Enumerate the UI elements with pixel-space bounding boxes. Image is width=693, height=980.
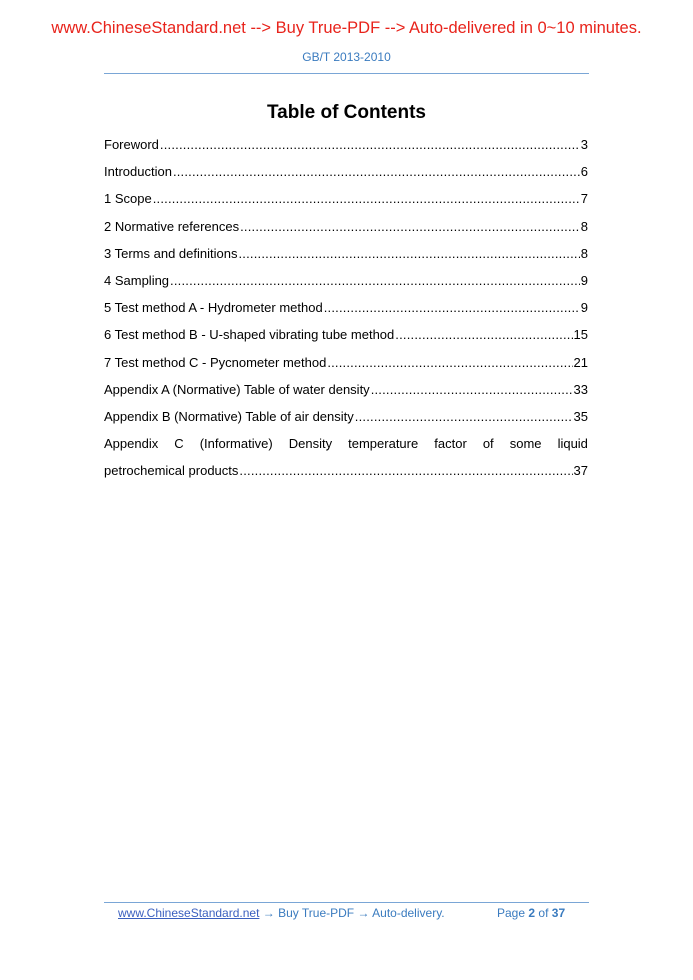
- toc-entry-page: 15: [573, 327, 588, 343]
- dot-leader: [355, 407, 573, 427]
- dot-leader: [170, 271, 580, 291]
- toc-entry-word: Density: [288, 436, 333, 452]
- toc-entry-label: petrochemical products: [104, 463, 239, 479]
- toc-entry-terms-and-definitions[interactable]: [104, 244, 588, 271]
- dot-leader: [327, 353, 572, 373]
- page-label: Page: [497, 906, 526, 920]
- document-code: GB/T 2013-2010: [302, 50, 391, 64]
- toc-entry-page: 6: [580, 164, 588, 180]
- toc-entry-label: Appendix A (Normative) Table of water density: [104, 381, 370, 397]
- toc-entry-label: 5 Test method A - Hydrometer method: [104, 300, 323, 316]
- toc-entry-test-method-a[interactable]: [104, 298, 588, 325]
- footer-divider: [104, 902, 589, 903]
- footer-auto-text: Auto-delivery.: [372, 906, 445, 920]
- toc-entry-word: (Informative): [199, 436, 273, 452]
- header-divider: [104, 73, 589, 74]
- page-footer: [118, 906, 580, 920]
- toc-entry-appendix-c-line2[interactable]: [104, 461, 588, 488]
- toc-entry-foreword[interactable]: [104, 135, 588, 162]
- toc-entry-label: 6 Test method B - U-shaped vibrating tube method: [104, 327, 395, 343]
- toc-entry-page: 7: [580, 191, 588, 207]
- arrow-right-icon: →: [357, 906, 370, 920]
- arrow-right-icon: →: [262, 906, 275, 920]
- dot-leader: [239, 461, 572, 481]
- dot-leader: [153, 189, 580, 209]
- toc-entry-label: 4 Sampling: [104, 272, 170, 288]
- dot-leader: [173, 162, 580, 182]
- page-of: of: [538, 906, 549, 920]
- dot-leader: [324, 298, 580, 318]
- dot-leader: [160, 135, 580, 155]
- toc-entry-word: Appendix: [104, 436, 159, 452]
- toc-entry-appendix-a[interactable]: [104, 380, 588, 407]
- toc-entry-test-method-c[interactable]: [104, 353, 588, 380]
- toc-entry-label: Appendix B (Normative) Table of air density: [104, 408, 354, 424]
- dot-leader: [238, 244, 579, 264]
- dot-leader: [395, 325, 572, 345]
- toc-title: Table of Contents: [266, 102, 427, 123]
- toc-entry-scope[interactable]: [104, 189, 588, 216]
- dot-leader: [371, 380, 573, 400]
- toc-entry-page: 9: [580, 272, 588, 288]
- toc-entry-normative-references[interactable]: [104, 217, 588, 244]
- toc-entry-appendix-b[interactable]: [104, 407, 588, 434]
- toc-entry-page: 9: [580, 300, 588, 316]
- toc-entry-word: of: [482, 436, 494, 452]
- toc-entry-page: 3: [580, 137, 588, 152]
- toc-entry-page: 8: [580, 245, 588, 261]
- toc-entry-page: 21: [573, 354, 588, 370]
- promo-banner[interactable]: www.ChineseStandard.net --> Buy True-PDF --> Auto-delivered in 0~10 minutes.: [51, 19, 642, 37]
- toc-entry-page: 33: [573, 381, 588, 397]
- toc-entry-page: 37: [573, 463, 588, 479]
- toc-entry-label: 2 Normative references: [104, 218, 240, 234]
- toc-entry-appendix-c-line1[interactable]: [104, 434, 588, 461]
- footer-buy-text: Buy True-PDF: [278, 906, 355, 920]
- toc-entry-page: 35: [573, 408, 588, 424]
- toc-entry-sampling[interactable]: [104, 271, 588, 298]
- toc-entry-label: 3 Terms and definitions: [104, 245, 238, 261]
- page-total: 37: [551, 906, 566, 920]
- toc-entry-word: liquid: [557, 436, 588, 452]
- toc-entry-word: temperature: [348, 436, 419, 452]
- toc-entry-introduction[interactable]: [104, 162, 588, 189]
- toc-entry-test-method-b[interactable]: [104, 325, 588, 352]
- toc-entry-page: 8: [580, 218, 588, 234]
- toc-entry-label: Foreword: [104, 137, 159, 152]
- toc-entry-word: factor: [434, 436, 467, 452]
- page-current: 2: [528, 906, 536, 920]
- toc-entry-label: 1 Scope: [104, 191, 152, 207]
- toc-entry-word: C: [174, 436, 184, 452]
- toc-entry-label: Introduction: [104, 164, 172, 180]
- page-indicator: [497, 906, 565, 920]
- dot-leader: [240, 217, 580, 237]
- toc-entry-label: 7 Test method C - Pycnometer method: [104, 354, 327, 370]
- toc-entry-word: some: [509, 436, 542, 452]
- table-of-contents: [104, 135, 588, 488]
- footer-site-link[interactable]: www.ChineseStandard.net: [118, 906, 260, 920]
